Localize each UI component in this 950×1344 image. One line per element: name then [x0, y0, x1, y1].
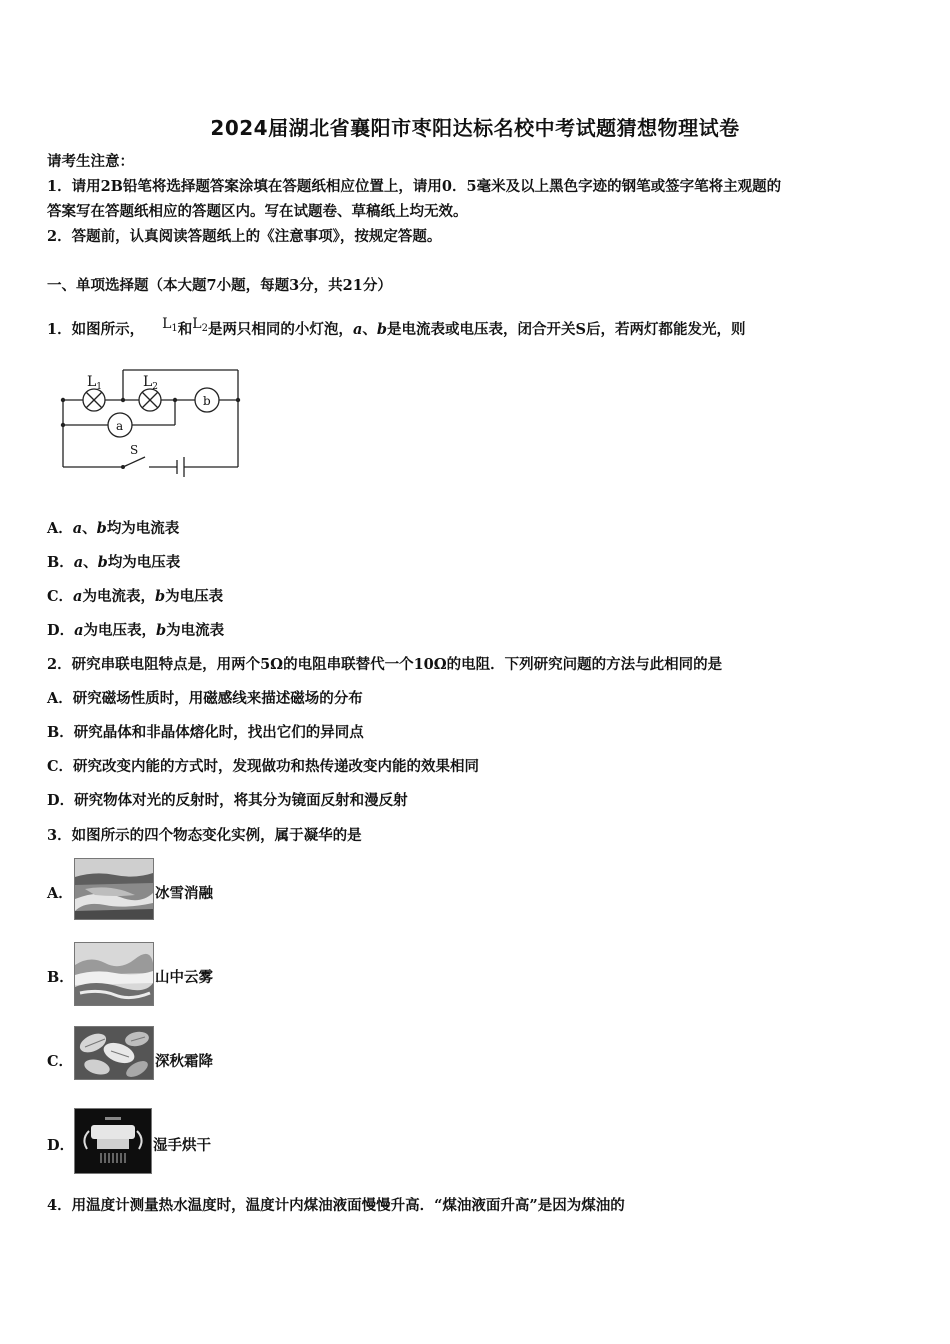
q3-option-b-label: B． — [47, 969, 74, 986]
page-title: 2024届湖北省襄阳市枣阳达标名校中考试题猜想物理试卷 — [210, 116, 740, 140]
snow-melting-photo — [74, 858, 154, 920]
q1-l2-symbol: $L_2$ — [192, 316, 208, 334]
question-1-stem: 1．如图所示， $L_1$和$L_2$是两只相同的小灯泡，a、b是电流表或电压表，闭合开关S后，若两灯都能发光，则 — [47, 316, 746, 338]
question-3-stem: 3．如图所示的四个物态变化实例，属于凝华的是 — [47, 827, 362, 844]
label-switch: S — [130, 443, 139, 457]
q3-option-c-text: 深秋霜降 — [155, 1053, 213, 1070]
q2-option-a: A．研究磁场性质时，用磁感线来描述磁场的分布 — [47, 690, 363, 707]
circuit-diagram — [55, 360, 255, 480]
question-2-stem: 2．研究串联电阻特点是，用两个5Ω的电阻串联替代一个10Ω的电阻．下列研究问题的方法与此相同的是 — [47, 656, 723, 673]
notice-item-1-line-2: 答案写在答题纸相应的答题区内。写在试题卷、草稿纸上均无效。 — [47, 203, 468, 220]
q1-and: 和 — [177, 321, 193, 338]
mountain-fog-photo — [74, 942, 154, 1006]
q1-l1-symbol: $L_1$ — [162, 316, 178, 334]
q3-option-b-text: 山中云雾 — [155, 969, 213, 986]
q2-option-c: C．研究改变内能的方式时，发现做功和热传递改变内能的效果相同 — [47, 758, 480, 775]
hand-dryer-photo — [74, 1108, 152, 1174]
label-meter-b: b — [203, 394, 211, 408]
q3-option-c-label: C． — [47, 1053, 74, 1070]
lamp-l1-icon — [83, 389, 105, 411]
q1-option-c: C．a为电流表，b为电压表 — [47, 588, 224, 605]
question-4-stem: 4．用温度计测量热水温度时，温度计内煤油液面慢慢升高．“煤油液面升高”是因为煤油的 — [47, 1197, 625, 1214]
label-meter-a: a — [116, 419, 124, 433]
q3-option-d-text: 湿手烘干 — [153, 1137, 211, 1154]
lamp-l2-icon — [139, 389, 161, 411]
q2-option-d: D．研究物体对光的反射时，将其分为镜面反射和漫反射 — [47, 792, 408, 809]
notice-item-1-line-1: 1．请用2B铅笔将选择题答案涂填在答题纸相应位置上，请用0．5毫米及以上黑色字迹的钢笔或签字笔将主观题的 — [47, 178, 782, 195]
q1-option-b: B．a、b均为电压表 — [47, 554, 181, 571]
frost-photo — [74, 1026, 154, 1080]
notice-item-2: 2．答题前，认真阅读答题纸上的《注意事项》，按规定答题。 — [47, 228, 442, 245]
label-l1: $L_1$ — [87, 374, 103, 392]
q1-option-a: A．a、b均为电流表 — [47, 520, 180, 537]
q1-prefix: 1．如图所示， — [47, 321, 145, 338]
notice-heading: 请考生注意： — [47, 153, 134, 170]
q3-option-d-label: D． — [47, 1137, 75, 1154]
q2-option-b: B．研究晶体和非晶体熔化时，找出它们的异同点 — [47, 724, 364, 741]
section-heading: 一、单项选择题（本大题7小题，每题3分，共21分） — [47, 277, 392, 294]
q1-option-d: D．a为电压表，b为电流表 — [47, 622, 225, 639]
q3-option-a-label: A． — [47, 885, 73, 902]
q3-option-a-text: 冰雪消融 — [155, 885, 213, 902]
label-l2: $L_2$ — [143, 374, 159, 392]
